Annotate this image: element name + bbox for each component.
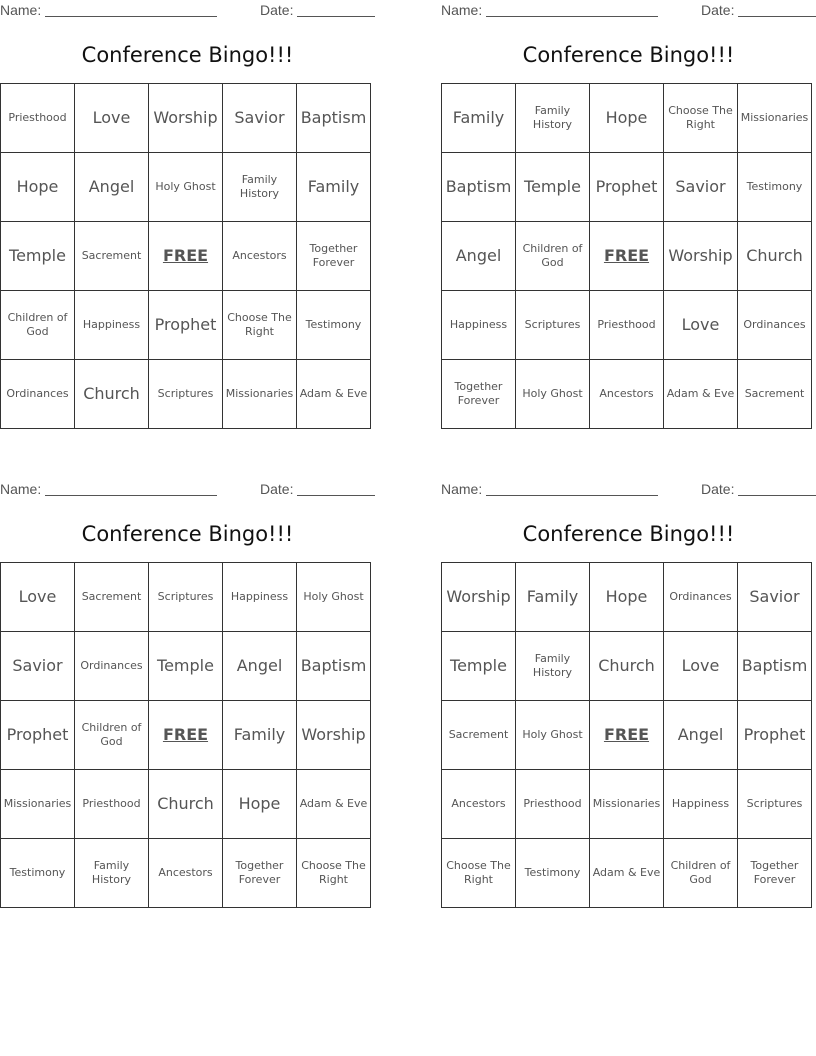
bingo-cell: Church <box>590 632 664 701</box>
name-blank-line <box>486 495 658 496</box>
bingo-cell: Family <box>516 563 590 632</box>
bingo-cell: Scriptures <box>738 770 812 839</box>
grid-row <box>1 153 371 222</box>
bingo-cell: Priesthood <box>516 770 590 839</box>
bingo-cell: Sacrement <box>738 360 812 429</box>
bingo-cell: Ordinances <box>75 632 149 701</box>
bingo-cell: Savior <box>738 563 812 632</box>
grid-row <box>1 291 371 360</box>
bingo-cell: Hope <box>590 563 664 632</box>
bingo-cell: Savior <box>1 632 75 701</box>
name-blank-line <box>45 495 217 496</box>
bingo-cell: Priesthood <box>590 291 664 360</box>
bingo-cell: Choose The Right <box>297 839 371 908</box>
date-label: Date: <box>701 2 735 18</box>
bingo-cell: Children of God <box>664 839 738 908</box>
name-label: Name: <box>0 2 42 18</box>
bingo-cell: Hope <box>223 770 297 839</box>
bingo-cell: Worship <box>297 701 371 770</box>
bingo-cell: Adam & Eve <box>590 839 664 908</box>
bingo-cell: Choose The Right <box>664 84 738 153</box>
grid-row <box>442 701 812 770</box>
bingo-grid <box>441 83 812 429</box>
bingo-cell: Ancestors <box>590 360 664 429</box>
grid-row <box>1 360 371 429</box>
bingo-cell: Baptism <box>442 153 516 222</box>
bingo-cell: Together Forever <box>442 360 516 429</box>
bingo-cell: Sacrement <box>75 563 149 632</box>
bingo-cell: Ordinances <box>738 291 812 360</box>
name-label: Name: <box>441 481 483 497</box>
bingo-cell: Scriptures <box>516 291 590 360</box>
bingo-cell: Scriptures <box>149 360 223 429</box>
bingo-cell: Scriptures <box>149 563 223 632</box>
bingo-cell: Church <box>149 770 223 839</box>
bingo-cell: Family <box>297 153 371 222</box>
bingo-cell: Temple <box>149 632 223 701</box>
bingo-cell: Baptism <box>297 632 371 701</box>
card-header <box>441 0 816 20</box>
grid-row <box>442 839 812 908</box>
bingo-cell: Choose The Right <box>442 839 516 908</box>
bingo-cell: Priesthood <box>75 770 149 839</box>
bingo-cell: Love <box>1 563 75 632</box>
bingo-cell: Prophet <box>149 291 223 360</box>
bingo-cell: Angel <box>75 153 149 222</box>
date-blank-line <box>738 16 816 17</box>
card-title: Conference Bingo!!! <box>522 522 735 546</box>
card-header <box>0 479 375 499</box>
bingo-cell: Temple <box>442 632 516 701</box>
bingo-cell: Angel <box>664 701 738 770</box>
bingo-cell: Ancestors <box>149 839 223 908</box>
bingo-cell: Family <box>442 84 516 153</box>
bingo-cell: Adam & Eve <box>297 770 371 839</box>
bingo-cell: Savior <box>223 84 297 153</box>
name-blank-line <box>486 16 658 17</box>
grid-row <box>442 84 812 153</box>
bingo-cell: Love <box>75 84 149 153</box>
bingo-cell: Choose The Right <box>223 291 297 360</box>
bingo-cell: Temple <box>516 153 590 222</box>
bingo-cell: Testimony <box>516 839 590 908</box>
card-header <box>0 0 375 20</box>
bingo-cell: Love <box>664 632 738 701</box>
date-blank-line <box>297 495 375 496</box>
free-space-cell: FREE <box>149 701 223 770</box>
date-blank-line <box>297 16 375 17</box>
bingo-cell: Hope <box>1 153 75 222</box>
bingo-cell: Together Forever <box>738 839 812 908</box>
bingo-cell: Adam & Eve <box>297 360 371 429</box>
bingo-cell: Family <box>223 701 297 770</box>
bingo-cell: Baptism <box>297 84 371 153</box>
grid-row <box>1 632 371 701</box>
bingo-cell: Missionaries <box>223 360 297 429</box>
card-title: Conference Bingo!!! <box>522 43 735 67</box>
bingo-cell: Family History <box>516 632 590 701</box>
bingo-cell: Baptism <box>738 632 812 701</box>
bingo-cell: Sacrement <box>75 222 149 291</box>
bingo-grid <box>0 83 371 429</box>
bingo-cell: Adam & Eve <box>664 360 738 429</box>
grid-row <box>442 563 812 632</box>
name-label: Name: <box>0 481 42 497</box>
date-label: Date: <box>260 481 294 497</box>
bingo-cell: Church <box>75 360 149 429</box>
bingo-cell: Hope <box>590 84 664 153</box>
grid-row <box>1 701 371 770</box>
bingo-grid <box>0 562 371 908</box>
bingo-cell: Happiness <box>75 291 149 360</box>
bingo-cell: Family History <box>75 839 149 908</box>
bingo-cell: Worship <box>442 563 516 632</box>
bingo-cell: Church <box>738 222 812 291</box>
name-blank-line <box>45 16 217 17</box>
bingo-cell: Happiness <box>223 563 297 632</box>
bingo-cell: Ancestors <box>442 770 516 839</box>
bingo-cell: Prophet <box>738 701 812 770</box>
bingo-cell: Missionaries <box>1 770 75 839</box>
date-label: Date: <box>260 2 294 18</box>
grid-row <box>1 770 371 839</box>
bingo-cell: Holy Ghost <box>297 563 371 632</box>
bingo-cell: Missionaries <box>590 770 664 839</box>
bingo-cell: Sacrement <box>442 701 516 770</box>
grid-row <box>1 839 371 908</box>
grid-row <box>442 770 812 839</box>
bingo-cell: Holy Ghost <box>516 360 590 429</box>
date-label: Date: <box>701 481 735 497</box>
bingo-cell: Children of God <box>516 222 590 291</box>
bingo-cell: Ordinances <box>664 563 738 632</box>
bingo-grid <box>441 562 812 908</box>
bingo-cell: Testimony <box>738 153 812 222</box>
bingo-cell: Missionaries <box>738 84 812 153</box>
bingo-cell: Prophet <box>1 701 75 770</box>
bingo-cell: Children of God <box>1 291 75 360</box>
date-blank-line <box>738 495 816 496</box>
grid-row <box>442 291 812 360</box>
bingo-cell: Family History <box>223 153 297 222</box>
bingo-cell: Together Forever <box>223 839 297 908</box>
grid-row <box>442 153 812 222</box>
free-space-cell: FREE <box>149 222 223 291</box>
bingo-cell: Angel <box>223 632 297 701</box>
bingo-cell: Angel <box>442 222 516 291</box>
bingo-cell: Family History <box>516 84 590 153</box>
bingo-cell: Testimony <box>1 839 75 908</box>
bingo-cell: Children of God <box>75 701 149 770</box>
bingo-cell: Testimony <box>297 291 371 360</box>
bingo-cell: Holy Ghost <box>516 701 590 770</box>
bingo-cell: Happiness <box>664 770 738 839</box>
grid-row <box>442 360 812 429</box>
bingo-cell: Worship <box>664 222 738 291</box>
free-space-cell: FREE <box>590 222 664 291</box>
grid-row <box>1 222 371 291</box>
name-label: Name: <box>441 2 483 18</box>
grid-row <box>1 84 371 153</box>
card-title: Conference Bingo!!! <box>81 43 294 67</box>
grid-row <box>442 632 812 701</box>
bingo-cell: Temple <box>1 222 75 291</box>
bingo-cell: Ordinances <box>1 360 75 429</box>
bingo-cell: Happiness <box>442 291 516 360</box>
bingo-cell: Priesthood <box>1 84 75 153</box>
bingo-cell: Prophet <box>590 153 664 222</box>
grid-row <box>442 222 812 291</box>
bingo-cell: Love <box>664 291 738 360</box>
bingo-cell: Ancestors <box>223 222 297 291</box>
card-header <box>441 479 816 499</box>
card-title: Conference Bingo!!! <box>81 522 294 546</box>
bingo-cell: Savior <box>664 153 738 222</box>
bingo-cell: Holy Ghost <box>149 153 223 222</box>
bingo-cell: Together Forever <box>297 222 371 291</box>
bingo-cell: Worship <box>149 84 223 153</box>
free-space-cell: FREE <box>590 701 664 770</box>
grid-row <box>1 563 371 632</box>
